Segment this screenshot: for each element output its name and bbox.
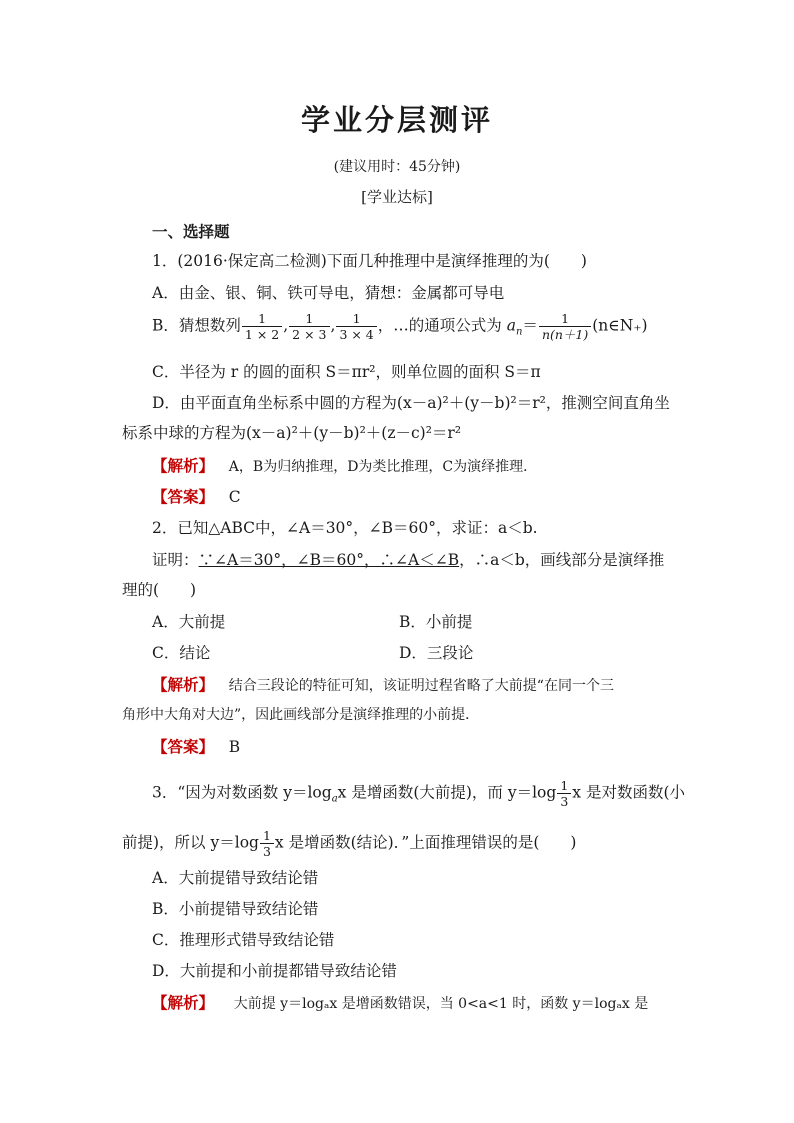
q3-log-base: a [331, 793, 338, 805]
q1-option-c: C．半径为 r 的圆的面积 S＝πr²，则单位圆的面积 S＝π [152, 363, 541, 381]
time-note: (建议用时：45分钟) [333, 159, 461, 175]
q2-proof-suffix: ，∴a＜b，画线部分是演绎推 [459, 551, 665, 569]
q3-line1 [152, 778, 685, 809]
analysis-text: A，B为归纳推理，D为类比推理，C为演绎推理． [228, 459, 538, 475]
q1-option-b-prefix: B．猜想数列 [152, 316, 241, 335]
analysis-text: 结合三段论的特征可知，该证明过程省略了大前提“在同一个三 [228, 678, 614, 694]
q3-text: x 是对数函数(小 [572, 783, 685, 802]
q2-analysis-line2: 角形中大角对大边”，因此画线部分是演绎推理的小前提． [122, 707, 480, 723]
fraction-numerator: 1 [260, 828, 274, 844]
answer-tag: 【答案】 [152, 487, 215, 506]
analysis-tag: 【解析】 [152, 456, 215, 475]
q3-option-c: C．推理形式错导致结论错 [152, 931, 335, 949]
fraction-denominator: n(n＋1) [541, 327, 589, 342]
fraction-denominator: 1 × 2 [244, 327, 280, 342]
q3-text: 3．“因为对数函数 y＝log [152, 783, 332, 802]
q1-eq: ＝ [522, 316, 538, 335]
q1-fraction-2 [289, 311, 329, 342]
q1-an: a [506, 316, 516, 335]
q1-fraction-4 [539, 311, 591, 342]
level-heading: [学业达标] [361, 188, 433, 206]
q2-proof-line2: 理的( ) [122, 581, 197, 599]
fraction-denominator: 2 × 3 [292, 327, 327, 342]
q1-an-sub: n [515, 326, 523, 338]
page-title: 学业分层测评 [300, 103, 493, 137]
section-heading: 一、选择题 [152, 222, 230, 241]
q3-analysis [152, 993, 648, 1014]
q3-text: x 是增函数(结论)．”上面推理错误的是( ) [274, 833, 577, 852]
q3-text: 前提)，所以 y＝log [122, 833, 259, 852]
q1-option-b-suffix: (n∈N₊) [592, 316, 648, 335]
fraction-numerator: 1 [557, 778, 571, 794]
q2-proof-line1 [152, 550, 664, 570]
q2-option-c: C．结论 [152, 644, 211, 662]
q1-option-a: A．由金、银、铜、铁可导电，猜想：金属都可导电 [152, 284, 505, 302]
fraction-numerator: 1 [539, 311, 591, 327]
q1-option-b-middle: ，…的通项公式为 [377, 316, 502, 335]
q3-fraction-1 [557, 778, 571, 809]
q3-text: x 是增函数(大前提)，而 y＝log [337, 783, 557, 802]
fraction-denominator: 3 [262, 844, 271, 859]
q2-stem: 2．已知△ABC中，∠A＝30°，∠B＝60°，求证：a＜b. [152, 519, 538, 537]
q3-option-d: D．大前提和小前提都错导致结论错 [152, 962, 397, 980]
q2-answer [152, 737, 240, 757]
q3-option-b: B．小前提错导致结论错 [152, 900, 319, 918]
q1-answer [152, 487, 241, 507]
q1-fraction-3 [336, 311, 376, 342]
analysis-text: 大前提 y＝logₐx 是增函数错误，当 0<a<1 时，函数 y＝logₐx 是 [233, 996, 649, 1012]
q2-option-d: D．三段论 [399, 644, 474, 662]
q1-option-d-line2: 标系中球的方程为(x－a)²＋(y－b)²＋(z－c)²＝r² [122, 424, 462, 442]
answer-text: B [228, 738, 241, 756]
q1-analysis [152, 456, 537, 477]
answer-tag: 【答案】 [152, 737, 215, 756]
fraction-denominator: 3 [560, 794, 569, 809]
fraction-numerator: 1 [336, 311, 376, 327]
fraction-denominator: 3 × 4 [339, 327, 374, 342]
q3-line2 [122, 828, 576, 859]
q1-stem: 1．(2016·保定高二检测)下面几种推理中是演绎推理的为( ) [152, 252, 587, 270]
q1-option-d-line1: D．由平面直角坐标系中圆的方程为(x－a)²＋(y－b)²＝r²，推测空间直角坐 [152, 394, 670, 412]
q1-option-b: B．猜想数列 $\frac{1}{1 \times 2}$ , $\frac{1}{2 \times 3}$ , $\frac{1}{3 \times 4}$ ，…的通项公式为 $a_n=$ $\frac{1}{n(n+1)}$ (n∈N₊) [152, 311, 648, 342]
q2-proof-underlined: ∵∠A＝30°，∠B＝60°，∴∠A＜∠B [198, 551, 460, 569]
q2-analysis-line1 [152, 675, 614, 696]
q2-option-b: B．小前提 [399, 613, 473, 631]
fraction-numerator: 1 [242, 311, 282, 327]
q3-option-a: A．大前提错导致结论错 [152, 869, 319, 887]
analysis-tag: 【解析】 [152, 675, 215, 694]
q2-option-a: A．大前提 [152, 613, 226, 631]
q1-fraction-1 [242, 311, 282, 342]
answer-text: C [228, 488, 241, 506]
analysis-tag: 【解析】 [152, 993, 215, 1012]
fraction-numerator: 1 [289, 311, 329, 327]
q3-fraction-2 [260, 828, 274, 859]
q2-proof-prefix: 证明： [152, 551, 199, 569]
